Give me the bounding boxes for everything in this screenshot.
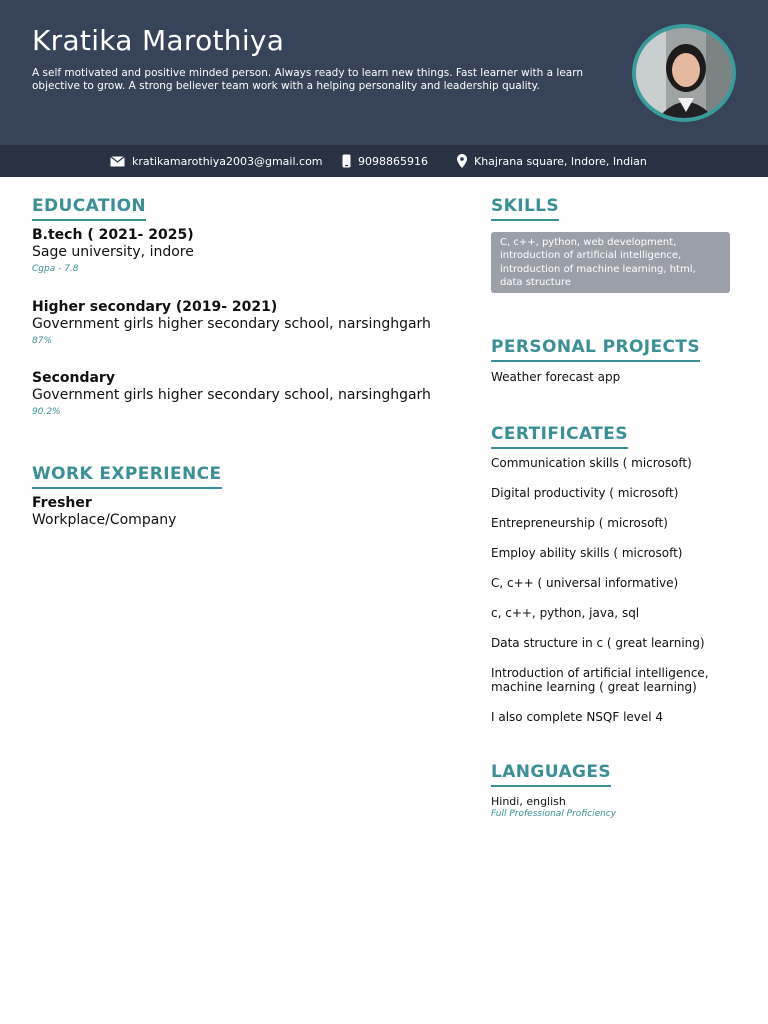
education-degree: B.tech ( 2021- 2025) [32, 227, 194, 243]
work-experience-heading: WORK EXPERIENCE [32, 464, 222, 489]
certificate-item: Introduction of artificial intelligence, machine learning ( great learning) [491, 666, 709, 694]
avatar [632, 24, 736, 122]
education-grade: 87% [32, 336, 53, 346]
skills-tag: C, c++, python, web development, introduction of artificial intelligence, introduction of machine learning, html, data structure [491, 232, 730, 293]
email-text: kratikamarothiya2003@gmail.com [132, 154, 323, 168]
work-company: Workplace/Company [32, 512, 177, 528]
projects-heading: PERSONAL PROJECTS [491, 337, 700, 362]
certificate-item: Entrepreneurship ( microsoft) [491, 516, 668, 530]
education-heading: EDUCATION [32, 196, 146, 221]
education-degree: Higher secondary (2019- 2021) [32, 299, 278, 315]
certificates-list [491, 456, 731, 740]
work-title: Fresher [32, 495, 92, 511]
education-grade: 90.2% [32, 407, 61, 417]
education-school: Government girls higher secondary school, narsinghgarh [32, 316, 431, 332]
certificate-item: c, c++, python, java, sql [491, 606, 640, 620]
education-item [32, 299, 452, 346]
certificate-item: Digital productivity ( microsoft) [491, 486, 679, 500]
skills-heading: SKILLS [491, 196, 559, 221]
certificate-item: Employ ability skills ( microsoft) [491, 546, 683, 560]
location-text: Khajrana square, Indore, Indian [474, 154, 647, 168]
resume-header [0, 0, 768, 145]
education-school: Sage university, indore [32, 244, 194, 260]
contact-location [457, 145, 647, 177]
certificate-item: C, c++ ( universal informative) [491, 576, 679, 590]
language-name: Hindi, english [491, 795, 566, 808]
education-grade: Cgpa - 7.8 [32, 264, 79, 274]
work-item [32, 495, 176, 529]
contact-email [110, 145, 323, 177]
languages-heading: LANGUAGES [491, 762, 611, 787]
language-proficiency: Full Professional Proficiency [491, 809, 617, 819]
map-pin-icon [457, 154, 467, 168]
contact-phone [342, 145, 428, 177]
education-item [32, 227, 452, 274]
certificate-item: Data structure in c ( great learning) [491, 636, 705, 650]
profile-photo [636, 28, 732, 118]
education-degree: Secondary [32, 370, 115, 386]
contact-bar [0, 145, 768, 177]
education-school: Government girls higher secondary school, narsinghgarh [32, 387, 431, 403]
education-item [32, 370, 452, 417]
project-item: Weather forecast app [491, 370, 621, 384]
certificate-item: I also complete NSQF level 4 [491, 710, 664, 724]
phone-text: 9098865916 [358, 154, 428, 168]
certificates-heading: CERTIFICATES [491, 424, 628, 449]
candidate-name: Kratika Marothiya [32, 24, 285, 57]
certificate-item: Communication skills ( microsoft) [491, 456, 692, 470]
envelope-icon [110, 156, 125, 167]
profile-summary: A self motivated and positive minded person. Always ready to learn new things. Fast learner with a learn objective to grow. A strong believer team work with a helping personality and leadership quality. [32, 67, 584, 92]
mobile-phone-icon [342, 154, 351, 168]
